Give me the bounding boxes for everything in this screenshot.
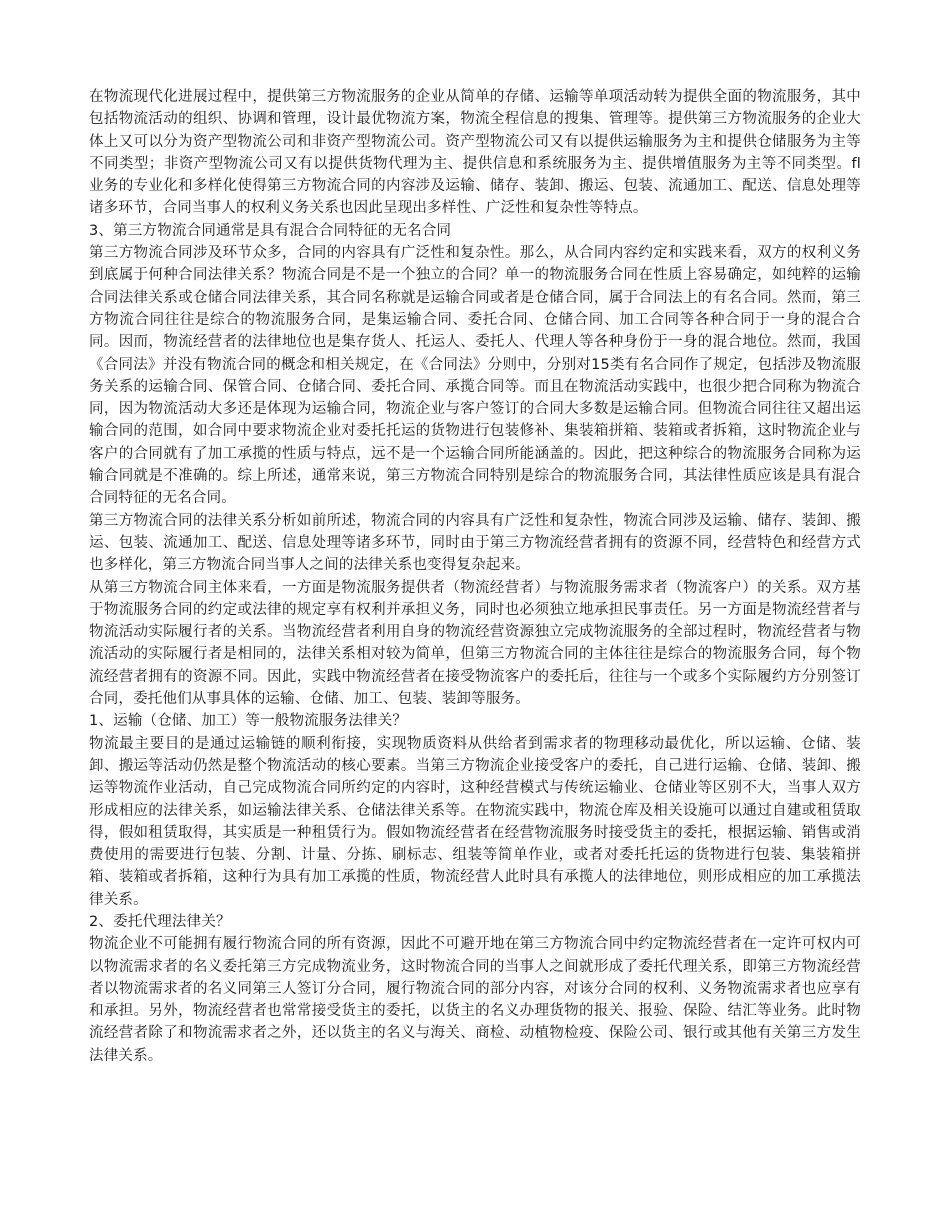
paragraph-agency-relations: 物流企业不可能拥有履行物流合同的所有资源，因此不可避开地在第三方物流合同中约定物流经营者在一定许可权内可以物流需求者的名义委托第三方完成物流业务，这时物流合同的当事人之间就形成了委托代理关系，即第三方物流经营者以物流需求者的名义同第三人签订分合同，履行物流合同的部分内容，对该分合同的权利、义务物流需求者也应享有和承担。另外，物流经营者也常常接受货主的委托，以货主的名义办理货物的报关、报验、保险、结汇等业务。此时物流经营者除了和物流需求者之外，还以货主的名义与海关、商检、动植物检疫、保险公司、银行或其他有关第三方发生法律关系。 xyxy=(89,936,861,1064)
paragraph-mixed-contract: 第三方物流合同涉及环节众多，合同的内容具有广泛性和复杂性。那么，从合同内容约定和实践来看，双方的权利义务到底属于何种合同法律关系？物流合同是不是一个独立的合同？单一的物流服务合同在性质上容易确定，如纯粹的运输合同法律关系或仓储合同法律关系，其合同名称就是运输合同或者是仓储合同，属于合同法上的有名合同。然而，第三方物流合同往往是综合的物流服务合同，是集运输合同、委托合同、仓储合同、加工合同等各种合同于一身的混合合同。因而，物流经营者的法律地位也是集存货人、托运人、委托人、代理人等各种身份于一身的混合地位。然而，我国《合同法》并没有物流合同的概念和相关规定，在《合同法》分则中，分别对15类有名合同作了规定，包括涉及物流服务关系的运输合同、保管合同、仓储合同、委托合同、承揽合同等。而且在物流活动实践中，也很少把合同称为物流合同，因为物流活动大多还是体现为运输合同，物流企业与客户签订的合同大多数是运输合同。但物流合同往往又超出运输合同的范围，如合同中要求物流企业对委托托运的货物进行包装修补、集装箱拼箱、装箱或者拆箱，这时物流企业与客户的合同就有了加工承揽的性质与特点，远不是一个运输合同所能涵盖的。因此，把这种综合的物流服务合同称为运输合同就是不准确的。综上所述，通常来说，第三方物流合同特别是综合的物流服务合同，其法律性质应该是具有混合合同特征的无名合同。 xyxy=(89,245,861,507)
heading-subsection-2: 2、委托代理法律关？ xyxy=(89,913,231,930)
document-body xyxy=(89,86,861,1067)
heading-subsection-1: 1、运输（仓储、加工）等一般物流服务法律关？ xyxy=(89,713,408,730)
paragraph-contract-parties: 从第三方物流合同主体来看，一方面是物流服务提供者（物流经营者）与物流服务需求者（物流客户）的关系。双方基于物流服务合同的约定或法律的规定享有权利并承担义务，同时也必须独立地承担民事责任。另一方面是物流经营者与物流活动实际履行者的关系。当物流经营者利用自身的物流经营资源独立完成物流服务的全部过程时，物流经营者与物流活动的实际履行者是相同的，法律关系相对较为简单，但第三方物流合同的主体往往是综合的物流服务合同，每个物流经营者拥有的资源不同。因此，实践中物流经营者在接受物流客户的委托后，往往与一个或多个实际履约方分别签订合同，委托他们从事具体的运输、仓储、加工、包装、装卸等服务。 xyxy=(89,579,861,708)
paragraph-transport-relations: 物流最主要目的是通过运输链的顺利衔接，实现物质资料从供给者到需求者的物理移动最优化，所以运输、仓储、装卸、搬运等活动仍然是整个物流活动的核心要素。当第三方物流企业接受客户的委托，自己进行运输、仓储、装卸、搬运等物流作业活动，自己完成物流合同所约定的内容时，这种经营模式与传统运输业、仓储业等区别不大，当事人双方形成相应的法律关系，如运输法律关系、仓储法律关系等。在物流实践中，物流仓库及相关设施可以通过自建或租赁取得，假如租赁取得，其实质是一种租赁行为。假如物流经营者在经营物流服务时接受货主的委托，根据运输、销售或消费使用的需要进行包装、分割、计量、分拣、刷标志、组装等简单作业，或者对委托托运的货物进行包装、集装箱拼箱、装箱或者拆箱，这种行为具有加工承揽的性质，物流经营人此时具有承揽人的法律地位，则形成相应的加工承揽法律关系。 xyxy=(89,735,861,908)
paragraph-intro: 在物流现代化进展过程中，提供第三方物流服务的企业从简单的存储、运输等单项活动转为提供全面的物流服务，其中包括物流活动的组织、协调和管理，设计最优物流方案，物流全程信息的搜集、管理等。提供第三方物流服务的企业大体上又可以分为资产型物流公司和非资产型物流公司。资产型物流公司又有以提供运输服务为主和提供仓储服务为主等不同类型；非资产型物流公司又有以提供货物代理为主、提供信息和系统服务为主、提供增值服务为主等不同类型。fl业务的专业化和多样化使得第三方物流合同的内容涉及运输、储存、装卸、搬运、包装、流通加工、配送、信息处理等诸多环节，合同当事人的权利义务关系也因此呈现出多样性、广泛性和复杂性等特点。 xyxy=(89,89,861,217)
heading-section-3: 3、第三方物流合同通常是具有混合合同特征的无名合同 xyxy=(89,222,452,239)
paragraph-legal-relations: 第三方物流合同的法律关系分析如前所述，物流合同的内容具有广泛性和复杂性，物流合同涉及运输、储存、装卸、搬运、包装、流通加工、配送、信息处理等诸多环节，同时由于第三方物流经营者拥有的资源不同，经营特色和经营方式也多样化，第三方物流合同当事人之间的法律关系也变得复杂起来。 xyxy=(89,512,861,574)
